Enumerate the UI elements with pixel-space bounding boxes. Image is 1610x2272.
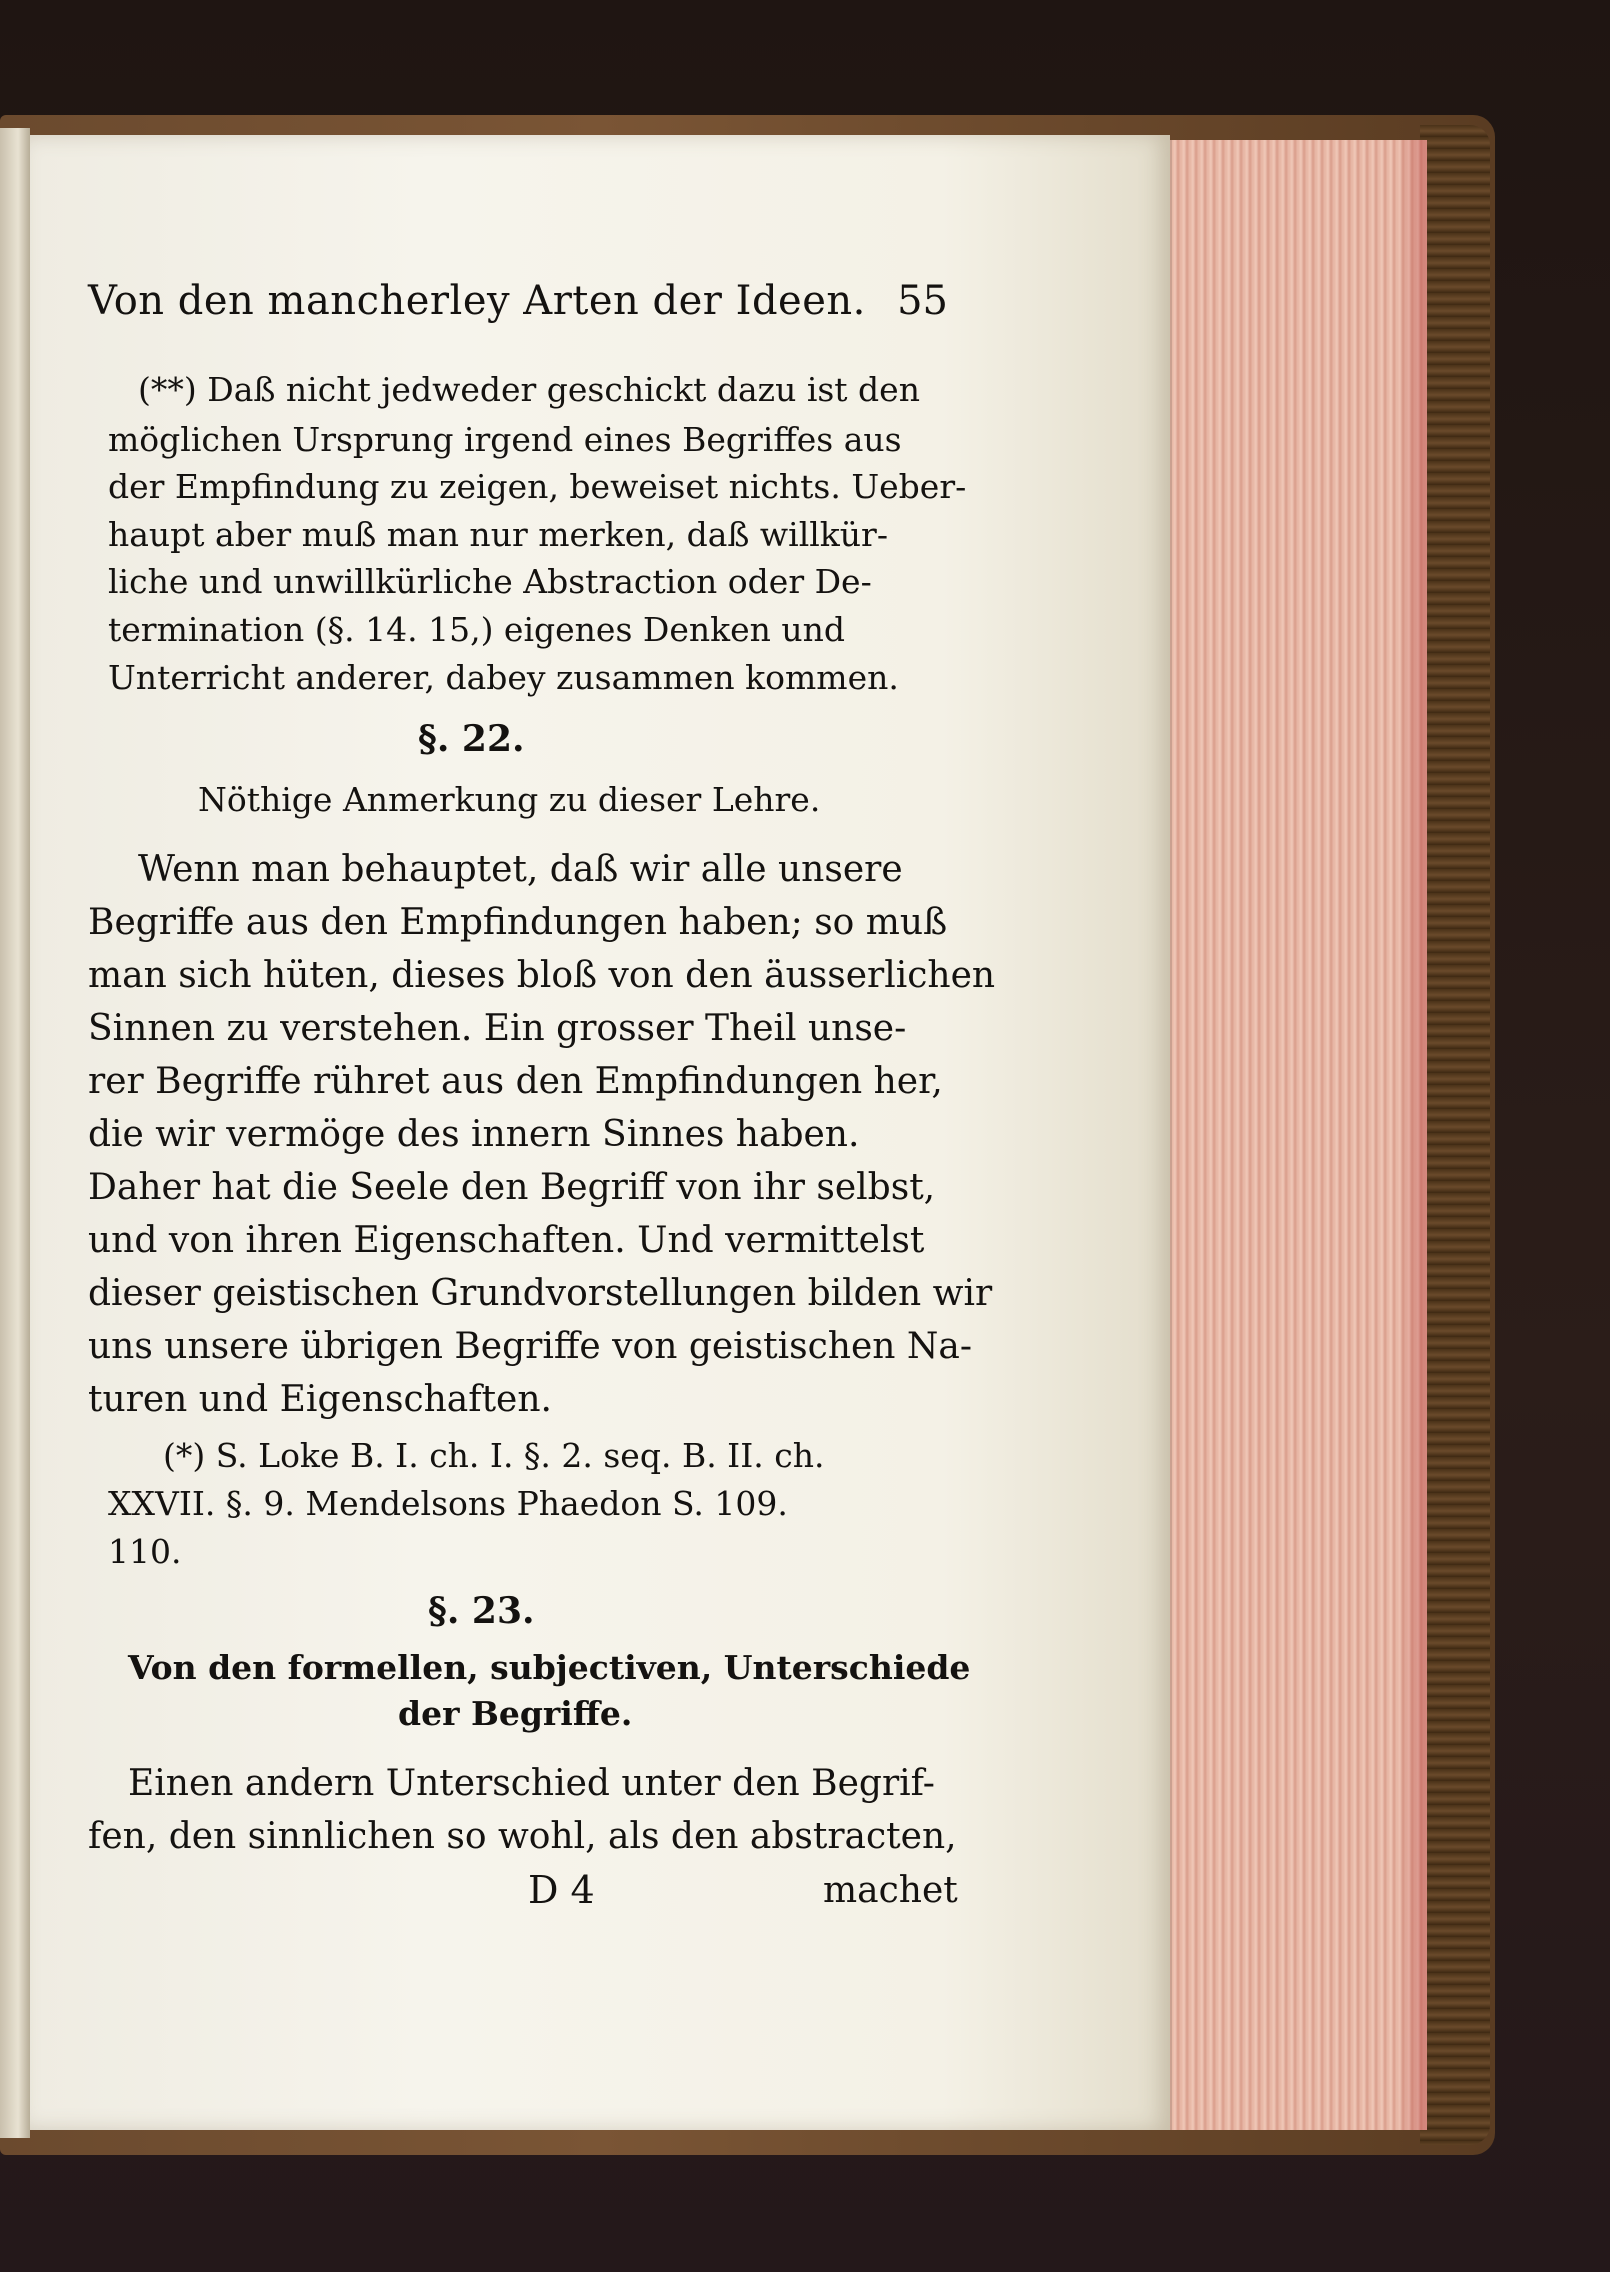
footnote-line: möglichen Ursprung irgend eines Begriffes aus: [108, 420, 902, 459]
body-line: turen und Eigenschaften.: [88, 1379, 552, 1420]
body-line: Daher hat die Seele den Begriff von ihr selbst,: [88, 1167, 936, 1208]
section-number: §. 23.: [428, 1590, 535, 1632]
running-head: [88, 278, 948, 338]
page-number: 55: [897, 278, 948, 324]
footnote-line: termination (§. 14. 15,) eigenes Denken und: [108, 610, 846, 649]
section-title: Nöthige Anmerkung zu dieser Lehre.: [198, 780, 821, 819]
body-line: man sich hüten, dieses bloß von den äusserlichen: [88, 955, 996, 996]
body-line: fen, den sinnlichen so wohl, als den abstracten,: [88, 1816, 957, 1857]
body-line: Sinnen zu verstehen. Ein grosser Theil unse-: [88, 1008, 907, 1049]
section-title: Von den formellen, subjectiven, Unterschiede: [128, 1648, 971, 1687]
footnote-line: (*) S. Loke B. I. ch. I. §. 2. seq. B. II. ch.: [163, 1436, 825, 1475]
footnote-line: (**) Daß nicht jedweder geschickt dazu ist den: [138, 370, 920, 409]
footnote-line: liche und unwillkürliche Abstraction oder De-: [108, 562, 872, 601]
body-line: Begriffe aus den Empfindungen haben; so muß: [88, 902, 948, 943]
body-line: uns unsere übrigen Begriffe von geistischen Na-: [88, 1326, 973, 1367]
section-number: §. 22.: [418, 718, 525, 760]
footnote-line: 110.: [108, 1532, 182, 1571]
footnote-line: der Empfindung zu zeigen, beweiset nichts. Ueber-: [108, 467, 967, 506]
body-line: dieser geistischen Grundvorstellungen bilden wir: [88, 1273, 993, 1314]
cover-edge: [1420, 125, 1490, 2145]
body-line: Wenn man behauptet, daß wir alle unsere: [138, 849, 903, 890]
catchword: machet: [823, 1870, 958, 1911]
footnote-line: haupt aber muß man nur merken, daß willkür-: [108, 515, 888, 554]
signature-mark: D 4: [528, 1868, 595, 1912]
page-block-edges: [1170, 140, 1427, 2130]
body-line: Einen andern Unterschied unter den Begrif-: [128, 1763, 935, 1804]
footnote-line: Unterricht anderer, dabey zusammen kommen.: [108, 658, 899, 697]
footnote-line: XXVII. §. 9. Mendelsons Phaedon S. 109.: [108, 1484, 788, 1523]
section-title: der Begriffe.: [398, 1694, 633, 1733]
running-head-title: Von den mancherley Arten der Ideen.: [88, 278, 866, 324]
body-line: und von ihren Eigenschaften. Und vermittelst: [88, 1220, 925, 1261]
facing-page-edge: [0, 128, 30, 2138]
body-line: die wir vermöge des innern Sinnes haben.: [88, 1114, 860, 1155]
body-line: rer Begriffe rühret aus den Empfindungen her,: [88, 1061, 943, 1102]
